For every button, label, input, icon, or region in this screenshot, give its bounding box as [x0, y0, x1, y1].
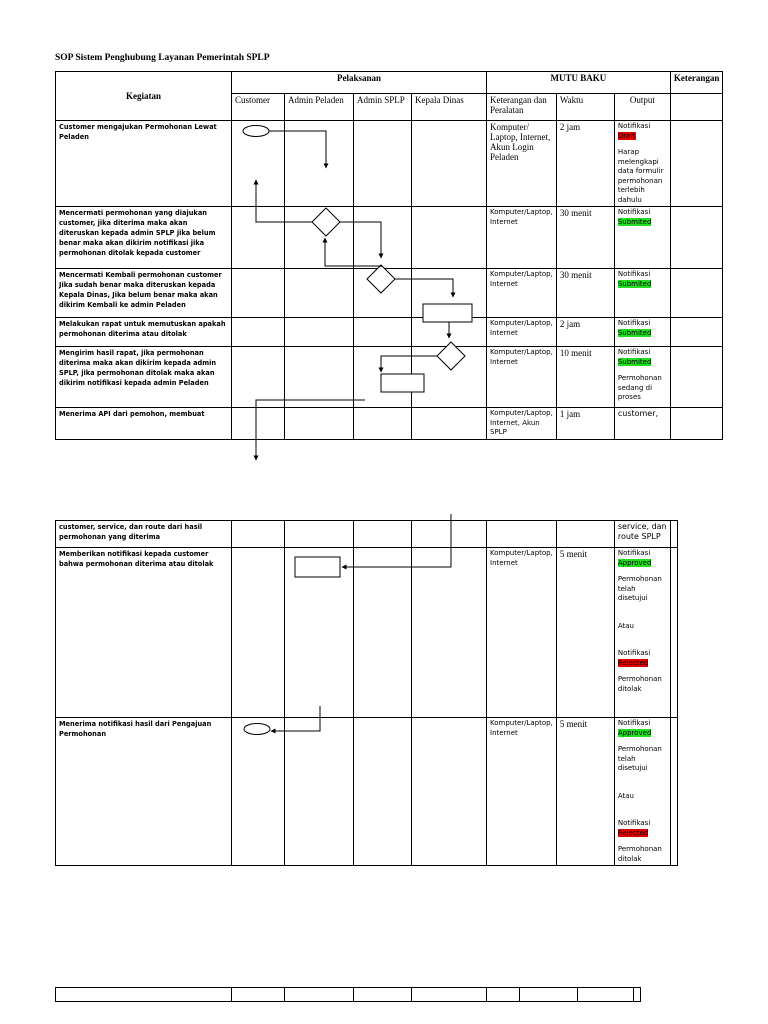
waktu-cell: 5 menit — [556, 548, 614, 718]
status-badge-submited: Submited — [617, 279, 652, 288]
flow-arrow-to-admin-splp — [381, 356, 437, 372]
waktu-cell: 2 jam — [556, 121, 614, 207]
kegiatan-cell: Mengirim hasil rapat, jika permohonan diterima maka akan dikirim kepada admin SPLP, jika permohonan ditolak maka akan dikirim notifikasi kepada admin Peladen — [56, 347, 232, 408]
kegiatan-cell: Mencermati permohonan yang diajukan customer, jika diterima maka akan diteruskan kepada admin SPLP jika belum benar maka akan dikirim notifikasi jika permohonan ditolak kepada customer — [56, 207, 232, 269]
flow-arrow-to-admin-peladen — [342, 514, 451, 567]
output-label: Notifikasi — [617, 319, 651, 327]
flow-arrow-back-to-peladen — [325, 238, 381, 267]
kegiatan-cell: Customer mengajukan Permohonan Lewat Peladen — [56, 121, 232, 207]
header-mutu-baku: MUTU BAKU — [487, 72, 671, 94]
start-terminator — [243, 126, 269, 137]
header-customer: Customer — [232, 94, 285, 121]
output-label: Notifikasi — [617, 122, 651, 130]
waktu-cell: 10 menit — [556, 347, 614, 408]
status-badge-approved: Approved — [617, 728, 652, 737]
status-badge-rejected: Rejected — [617, 658, 649, 667]
waktu-cell: 30 menit — [556, 207, 614, 269]
process-box-admin-splp — [381, 374, 424, 392]
decision-diamond-admin-peladen — [312, 208, 340, 236]
approved-note: Permohonan telah disetujui — [617, 575, 662, 602]
kegiatan-cell: Menerima notifikasi hasil dari Pengajuan Permohonan — [56, 718, 232, 866]
status-badge-submited: Submited — [617, 217, 652, 226]
status-badge-submited: Submited — [617, 357, 652, 366]
status-badge-submited: Submited — [617, 328, 652, 337]
process-box-rapat — [423, 304, 472, 322]
process-box-notifikasi — [295, 557, 340, 577]
kegiatan-cell: Menerima API dari pemohon, membuat — [56, 408, 232, 440]
peralatan-cell: Komputer/Laptop, Internet — [487, 269, 557, 318]
header-waktu: Waktu — [556, 94, 614, 121]
rejected-note: Permohonan ditolak — [617, 845, 662, 863]
decision-diamond-kepala-dinas — [437, 342, 465, 370]
output-label: Notifikasi — [617, 208, 651, 216]
header-pelaksanan: Pelaksanan — [232, 72, 487, 94]
rejected-note: Permohonan ditolak — [617, 675, 662, 693]
output-label: Notifikasi — [617, 270, 651, 278]
peralatan-cell: Komputer/Laptop, Internet — [487, 718, 557, 866]
flow-arrow-to-customer — [271, 706, 320, 731]
atau-text: Atau — [617, 621, 634, 630]
output-label: Notifikasi — [617, 348, 651, 356]
kegiatan-cell: Memberikan notifikasi kepada customer bahwa permohonan diterima atau ditolak — [56, 548, 232, 718]
output-note: Harap melengkapi data formulir permohonan terlebih dahulu — [617, 148, 664, 204]
flow-arrow-page-break — [256, 400, 365, 460]
kegiatan-cell: customer, service, dan route dari hasil permohonan yang diterima — [56, 521, 232, 548]
peralatan-cell: Komputer/Laptop, Internet — [487, 347, 557, 408]
rejected-label: Notifikasi — [617, 819, 651, 827]
flow-arrow-reject-to-customer — [256, 180, 312, 222]
waktu-cell: 5 menit — [556, 718, 614, 866]
waktu-cell: 30 menit — [556, 269, 614, 318]
kegiatan-cell: Melakukan rapat untuk memutuskan apakah permohonan diterima atau ditolak — [56, 318, 232, 347]
decision-diamond-admin-splp — [367, 265, 395, 293]
flow-arrow-to-kepala-dinas — [395, 279, 453, 297]
waktu-cell: 2 jam — [556, 318, 614, 347]
output-cell: customer, — [614, 408, 670, 440]
end-terminator — [244, 724, 270, 735]
status-badge-approved: Approved — [617, 558, 652, 567]
output-cell: service, dan route SPLP — [614, 521, 670, 548]
output-note: Permohonan sedang di proses — [617, 374, 662, 401]
header-admin-peladen: Admin Peladen — [285, 94, 354, 121]
peralatan-cell: Komputer/Laptop, Internet — [487, 318, 557, 347]
peralatan-cell: Komputer/Laptop, Internet — [487, 207, 557, 269]
header-output: Output — [614, 94, 670, 121]
output-label: Notifikasi — [617, 549, 651, 557]
header-admin-splp: Admin SPLP — [354, 94, 412, 121]
waktu-cell: 1 jam — [556, 408, 614, 440]
peralatan-cell: Komputer/Laptop, Internet — [487, 548, 557, 718]
header-keterangan: Keterangan — [670, 72, 723, 94]
header-keterangan-peralatan: Keterangan dan Peralatan — [487, 94, 557, 121]
flow-arrow-to-admin-splp — [340, 222, 381, 258]
approved-note: Permohonan telah disetujui — [617, 745, 662, 772]
atau-text: Atau — [617, 791, 634, 800]
peralatan-cell: Komputer/Laptop, Internet, Akun SPLP — [487, 408, 557, 440]
header-kegiatan: Kegiatan — [56, 72, 232, 121]
header-kepala-dinas: Kepala Dinas — [412, 94, 487, 121]
status-badge-rejected: Rejected — [617, 828, 649, 837]
status-badge-draft: Draft — [617, 131, 636, 140]
peralatan-cell: Komputer/ Laptop, Internet, Akun Login Peladen — [487, 121, 557, 207]
kegiatan-cell: Mencermati Kembali permohonan customer Jika sudah benar maka diteruskan kepada Kepala Dinas, Jika belum benar maka akan dikirim Kembali ke admin Peladen — [56, 269, 232, 318]
flow-arrow — [269, 131, 326, 168]
document-title: SOP Sistem Penghubung Layanan Pemerintah SPLP — [55, 53, 270, 63]
output-label: Notifikasi — [617, 719, 651, 727]
rejected-label: Notifikasi — [617, 649, 651, 657]
